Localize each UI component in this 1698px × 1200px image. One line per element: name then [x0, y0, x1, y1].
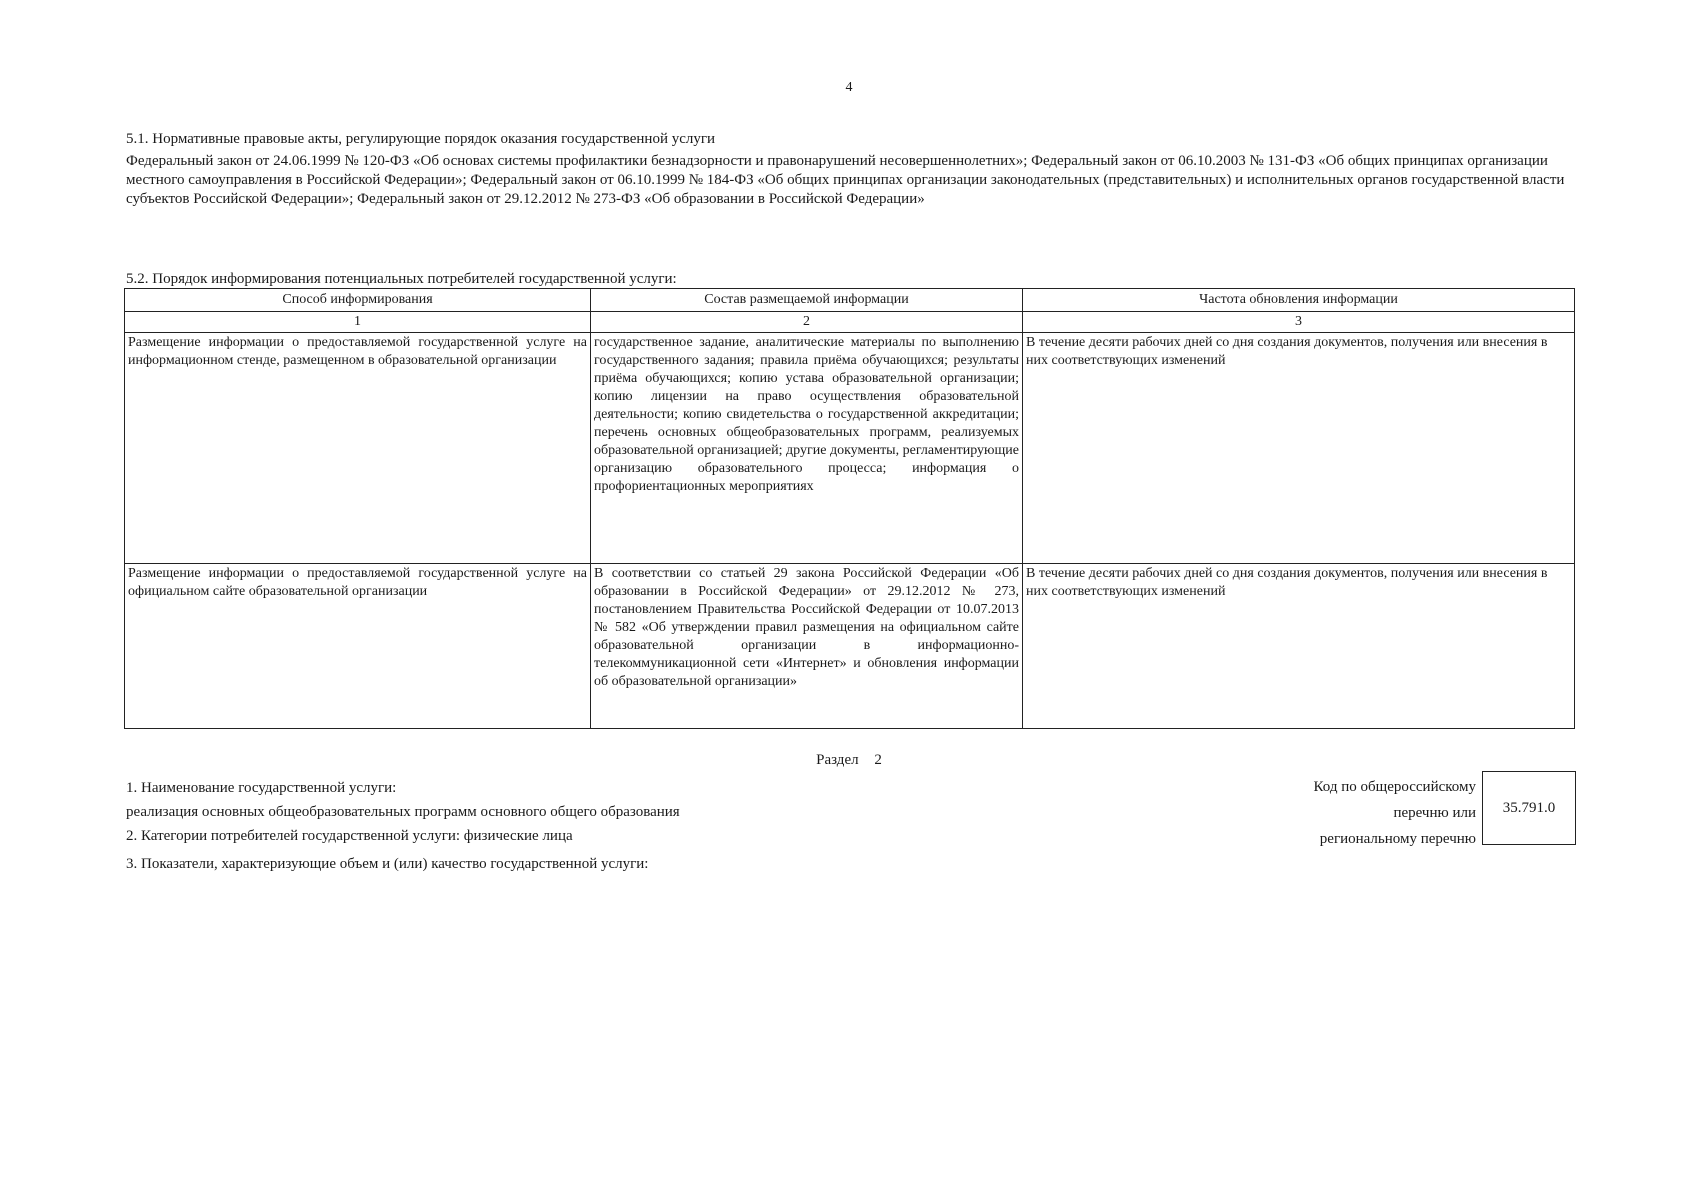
code-value-box [1482, 771, 1576, 845]
page-number: 4 [845, 80, 853, 95]
section-5-1-laws-text: Федеральный закон от 24.06.1999 № 120-ФЗ «Об основах системы профилактики безнадзорности и правонарушений несовершеннолетних»; Федеральный закон от 06.10.2003 № 131-ФЗ «Об общих принципах организации местного самоуправления в Российской Федерации»; Федеральный закон от 06.10.1999 № 184-ФЗ «Об общих принципах организации законодательных (представительных) и исполнительных органов государственной власти субъектов Российской Федерации»; Федеральный закон от 29.12.2012 № 273-ФЗ «Об образовании в Российской Федерации» [126, 153, 1565, 207]
code-label [1216, 774, 1476, 852]
row-1-frequency: В течение десяти рабочих дней со дня создания документов, получения или внесения в них соответствующих изменений [1023, 333, 1575, 564]
table-number-row [125, 312, 1575, 333]
section-5-2-heading: 5.2. Порядок информирования потенциальных потребителей государственной услуги: [126, 271, 677, 287]
service-name-value: реализация основных общеобразовательных программ основного общего образования [126, 804, 680, 820]
service-name-label: 1. Наименование государственной услуги: [126, 780, 397, 796]
column-header-content: Состав размещаемой информации [591, 289, 1023, 312]
row-2-content: В соответствии со статьей 29 закона Российской Федерации «Об образовании в Российской Федерации» от 29.12.2012 № 273, постановлением Правительства Российской Федерации от 10.07.2013 № 582 «Об утверждении правил размещения на официальном сайте образовательной организации в информационно-телекоммуникационной сети «Интернет» и обновления информации об образовательной организации» [591, 564, 1023, 729]
row-2-method: Размещение информации о предоставляемой государственной услуге на официальном сайте образовательной организации [125, 564, 591, 729]
row-2-frequency: В течение десяти рабочих дней со дня создания документов, получения или внесения в них соответствующих изменений [1023, 564, 1575, 729]
code-label-line-2: перечню или [1393, 805, 1476, 821]
column-number-3: 3 [1023, 312, 1575, 333]
code-label-line-1: Код по общероссийскому [1313, 779, 1476, 795]
section-5-1-heading: 5.1. Нормативные правовые акты, регулирующие порядок оказания государственной услуги [126, 131, 716, 147]
column-header-method: Способ информирования [125, 289, 591, 312]
section-label: Раздел [816, 752, 859, 768]
code-label-line-3: региональному перечню [1319, 831, 1476, 847]
row-1-method: Размещение информации о предоставляемой государственной услуге на информационном стенде, размещенном в образовательной организации [125, 333, 591, 564]
table-row [125, 333, 1575, 564]
column-number-2: 2 [591, 312, 1023, 333]
informing-table [124, 288, 1575, 729]
section-title [0, 752, 1698, 769]
code-value: 35.791.0 [1502, 799, 1556, 816]
service-indicators: 3. Показатели, характеризующие объем и (или) качество государственной услуги: [126, 856, 649, 872]
column-number-1: 1 [125, 312, 591, 333]
section-number: 2 [874, 752, 882, 768]
table-row [125, 564, 1575, 729]
table-header-row [125, 289, 1575, 312]
service-consumers: 2. Категории потребителей государственной услуги: физические лица [126, 828, 573, 844]
row-1-content: государственное задание, аналитические материалы по выполнению государственного задания; правила приёма обучающихся; результаты приёма обучающихся; копию устава образовательной организации; копию лицензии на право осуществления образовательной деятельности; копию свидетельства о государственной аккредитации; перечень основных общеобразовательных программ, реализуемых образовательной организацией; другие документы, регламентирующие организацию образовательного процесса; информация о профориентационных мероприятиях [591, 333, 1023, 564]
column-header-frequency: Частота обновления информации [1023, 289, 1575, 312]
